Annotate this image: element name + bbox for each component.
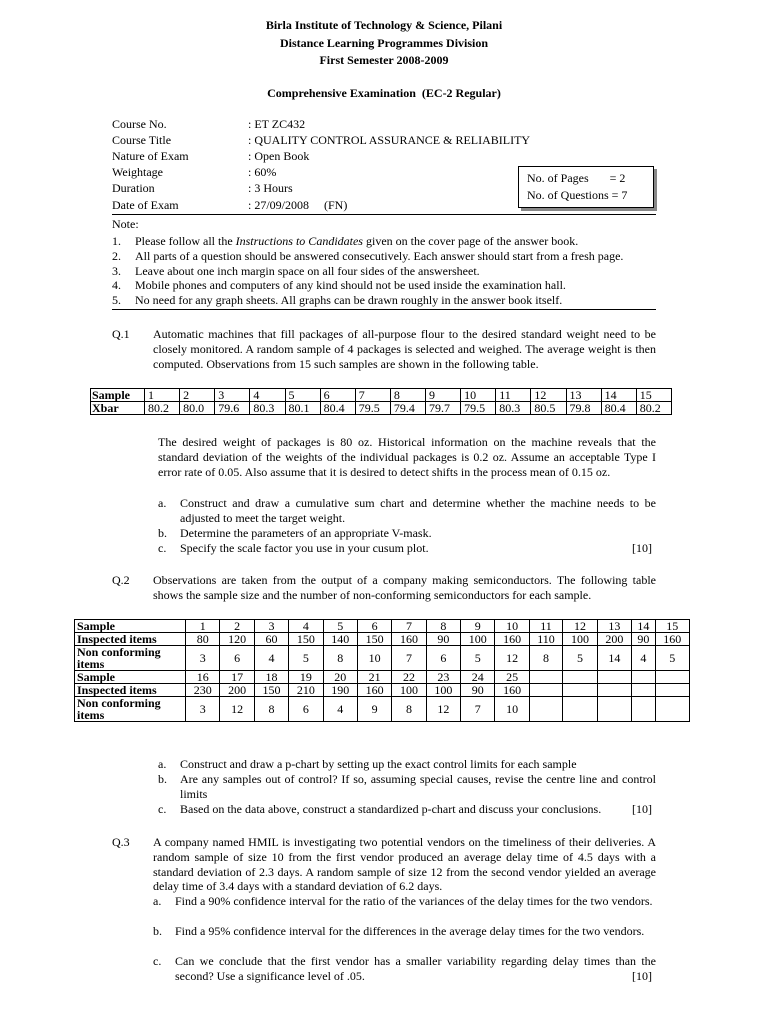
q2-cell: 3	[186, 646, 220, 671]
q2-cell: 8	[254, 697, 288, 722]
weightage-value: : 60%	[248, 165, 277, 179]
q2-cell: 7	[461, 697, 495, 722]
q2-inspected-header: Inspected items	[75, 684, 186, 697]
q2-cell: 150	[289, 633, 323, 646]
q1-sample-cell: 6	[320, 389, 355, 402]
q2-cell: 8	[323, 646, 357, 671]
q1-xbar-cell: 80.0	[180, 402, 215, 415]
q2-sample-header: Sample	[75, 620, 186, 633]
q2-cell: 110	[529, 633, 563, 646]
q2-sample-row	[75, 620, 690, 633]
note-num: 4.	[112, 278, 121, 292]
q2-cell: 7	[392, 620, 426, 633]
q1-xbar-cell: 79.5	[355, 402, 390, 415]
part-letter: b.	[158, 526, 167, 540]
q2-cell: 12	[220, 697, 254, 722]
q2-cell: 1	[186, 620, 220, 633]
q1-sample-cell: 9	[426, 389, 461, 402]
q2-inspected-row-2	[75, 684, 690, 697]
q2-cell	[655, 671, 689, 684]
q2-cell: 5	[655, 646, 689, 671]
duration-value: : 3 Hours	[248, 181, 293, 195]
q2-label: Q.2	[112, 573, 130, 587]
q2-sample-header: Sample	[75, 671, 186, 684]
q2-nonconf-header: Non conforming items	[75, 646, 186, 671]
q2-cell	[597, 684, 631, 697]
part-letter: c.	[153, 954, 162, 968]
q2-cell	[655, 684, 689, 697]
questions-count: No. of Questions = 7	[527, 188, 628, 202]
q2-sample-row-2	[75, 671, 690, 684]
part-text: Based on the data above, construct a standardized p-chart and discuss your conclusions.	[180, 802, 602, 816]
part-letter: b.	[158, 772, 167, 786]
q2-cell: 10	[495, 620, 529, 633]
part-text: Specify the scale factor you use in your cusum plot.	[180, 541, 429, 555]
q2-cell: 4	[289, 620, 323, 633]
q1-xbar-cell: 80.4	[320, 402, 355, 415]
note-text: Leave about one inch margin space on all four sides of the answersheet.	[135, 264, 480, 278]
note-num: 3.	[112, 264, 121, 278]
q2-cell: 7	[392, 646, 426, 671]
nature-label: Nature of Exam	[112, 149, 189, 163]
q1-xbar-cell: 79.6	[215, 402, 250, 415]
institute-name: Birla Institute of Technology & Science, Pilani	[265, 18, 503, 32]
q2-cell: 6	[220, 646, 254, 671]
q1-xbar-row	[91, 402, 672, 415]
note-num: 2.	[112, 249, 121, 263]
note-title: Note:	[112, 217, 139, 231]
divider-top	[112, 214, 656, 215]
q2-cell: 210	[289, 684, 323, 697]
q2-cell: 100	[461, 633, 495, 646]
note-text: Mobile phones and computers of any kind should not be used inside the examination hall.	[135, 278, 566, 292]
date-label: Date of Exam	[112, 198, 179, 212]
q2-marks: [10]	[632, 802, 652, 816]
q2-inspected-header: Inspected items	[75, 633, 186, 646]
q2-cell: 160	[655, 633, 689, 646]
q2-cell: 190	[323, 684, 357, 697]
q2-cell: 3	[186, 697, 220, 722]
q2-nonconf-row	[75, 646, 690, 671]
q2-cell: 24	[461, 671, 495, 684]
q2-cell	[563, 671, 597, 684]
part-letter: c.	[158, 541, 167, 555]
part-letter: b.	[153, 924, 162, 938]
q1-sample-cell: 13	[566, 389, 601, 402]
q2-cell: 17	[220, 671, 254, 684]
part-text: Determine the parameters of an appropriate V-mask.	[180, 526, 432, 540]
q2-intro: Observations are taken from the output of a company making semiconductors. The following table shows the sample size and the number of non-conforming semiconductors for each sample.	[153, 573, 656, 602]
q2-cell	[632, 697, 656, 722]
q2-nonconf-row-2	[75, 697, 690, 722]
part-text: Are any samples out of control? If so, assuming special causes, revise the centre line and control limits	[180, 772, 656, 801]
q1-description: The desired weight of packages is 80 oz. Historical information on the machine reveals that the standard deviation of the weights of the individual packages is 0.2 oz. Assume an acceptable Type I error rate of 0.05. Also assume that it is desired to detect shifts in the process mean of 0.15 oz.	[158, 435, 656, 479]
q1-sample-cell: 2	[180, 389, 215, 402]
q2-cell: 4	[323, 697, 357, 722]
q2-cell	[563, 697, 597, 722]
q2-cell: 12	[563, 620, 597, 633]
q2-cell	[529, 671, 563, 684]
q2-cell: 18	[254, 671, 288, 684]
q2-cell: 160	[495, 633, 529, 646]
q1-sample-cell: 10	[461, 389, 496, 402]
pages-count: No. of Pages = 2	[527, 171, 626, 185]
q2-cell: 5	[289, 646, 323, 671]
q1-xbar-cell: 79.7	[426, 402, 461, 415]
q2-cell: 12	[495, 646, 529, 671]
note-text: No need for any graph sheets. All graphs can be drawn roughly in the answer book itself.	[135, 293, 563, 307]
q3-label: Q.3	[112, 835, 130, 849]
q1-intro: Automatic machines that fill packages of all-purpose flour to the desired standard weight need to be closely monitored. A random sample of 4 packages is selected and weighed. The average weight is then computed. Observations from 15 such samples are shown in the following table.	[153, 327, 656, 371]
q2-cell	[655, 697, 689, 722]
q2-cell	[632, 684, 656, 697]
weightage-label: Weightage	[112, 165, 164, 179]
q1-xbar-header: Xbar	[91, 402, 145, 415]
q2-cell: 90	[461, 684, 495, 697]
exam-title: Comprehensive Examination (EC-2 Regular)	[267, 86, 501, 100]
q2-cell: 20	[323, 671, 357, 684]
q2-cell: 14	[632, 620, 656, 633]
q2-inspected-row	[75, 633, 690, 646]
course-no-value: : ET ZC432	[248, 117, 306, 131]
q2-cell: 100	[563, 633, 597, 646]
part-letter: a.	[158, 496, 167, 510]
q2-cell: 5	[323, 620, 357, 633]
q1-label: Q.1	[112, 327, 130, 341]
q2-cell: 8	[529, 646, 563, 671]
q1-xbar-cell: 79.4	[390, 402, 425, 415]
q2-cell: 22	[392, 671, 426, 684]
course-title-label: Course Title	[112, 133, 172, 147]
date-value: : 27/09/2008 (FN)	[248, 198, 348, 212]
q2-cell: 23	[426, 671, 460, 684]
q2-cell: 4	[254, 646, 288, 671]
q2-cell: 16	[186, 671, 220, 684]
q2-cell: 150	[254, 684, 288, 697]
q2-cell: 230	[186, 684, 220, 697]
note-text: All parts of a question should be answered consecutively. Each answer should start from a fresh page.	[135, 249, 624, 263]
note-text-pre: Please follow all the	[135, 234, 236, 248]
course-title-value: : QUALITY CONTROL ASSURANCE & RELIABILITY	[248, 133, 531, 147]
q2-cell: 21	[357, 671, 391, 684]
q2-cell: 10	[357, 646, 391, 671]
q2-cell: 9	[461, 620, 495, 633]
note-num: 5.	[112, 293, 121, 307]
q2-cell: 6	[357, 620, 391, 633]
q2-cell: 160	[392, 633, 426, 646]
q2-cell: 2	[220, 620, 254, 633]
q1-sample-cell: 4	[250, 389, 285, 402]
q2-cell: 15	[655, 620, 689, 633]
q1-xbar-cell: 79.5	[461, 402, 496, 415]
division-name: Distance Learning Programmes Division	[279, 36, 489, 50]
part-letter: a.	[153, 894, 162, 908]
q1-sample-cell: 12	[531, 389, 566, 402]
part-text: Can we conclude that the first vendor has a smaller variability regarding delay times than the second? Use a significance level of .05.	[175, 954, 656, 983]
part-letter: c.	[158, 802, 167, 816]
q2-cell: 13	[597, 620, 631, 633]
q2-cell: 200	[597, 633, 631, 646]
q2-cell: 5	[563, 646, 597, 671]
q2-cell: 90	[426, 633, 460, 646]
q2-cell: 120	[220, 633, 254, 646]
q1-sample-cell: 5	[285, 389, 320, 402]
q1-xbar-cell: 80.4	[601, 402, 636, 415]
q2-cell: 80	[186, 633, 220, 646]
q1-xbar-cell: 79.8	[566, 402, 601, 415]
q2-cell: 150	[357, 633, 391, 646]
semester: First Semester 2008-2009	[319, 53, 449, 67]
q1-sample-header: Sample	[91, 389, 145, 402]
q1-sample-row	[91, 389, 672, 402]
q1-xbar-cell: 80.5	[531, 402, 566, 415]
q2-cell: 160	[357, 684, 391, 697]
q1-table	[90, 388, 672, 415]
q1-sample-cell: 14	[601, 389, 636, 402]
q2-cell: 19	[289, 671, 323, 684]
q2-cell	[632, 671, 656, 684]
q2-cell: 140	[323, 633, 357, 646]
q2-cell: 10	[495, 697, 529, 722]
q2-cell: 25	[495, 671, 529, 684]
q3-intro: A company named HMIL is investigating two potential vendors on the timeliness of their deliveries. A random sample of size 10 from the first vendor produced an average delay time of 4.5 days with a standard deviation of 2.3 days. A random sample of size 12 from the second vendor yielded an average delay time of 3.4 days with a standard deviation of 6.2 days.	[153, 835, 656, 894]
q2-cell: 200	[220, 684, 254, 697]
part-text: Construct and draw a cumulative sum chart and determine whether the machine needs to be adjusted to meet the target weight.	[180, 496, 656, 525]
part-text: Construct and draw a p-chart by setting up the exact control limits for each sample	[180, 757, 577, 771]
q1-sample-cell: 15	[636, 389, 671, 402]
part-text: Find a 95% confidence interval for the differences in the average delay times for the two vendors.	[175, 924, 645, 938]
part-letter: a.	[158, 757, 167, 771]
q1-xbar-cell: 80.1	[285, 402, 320, 415]
q2-cell: 12	[426, 697, 460, 722]
pages-box	[518, 166, 654, 208]
course-no-label: Course No.	[112, 117, 167, 131]
q1-sample-cell: 7	[355, 389, 390, 402]
q1-xbar-cell: 80.2	[636, 402, 671, 415]
q1-xbar-cell: 80.2	[145, 402, 180, 415]
q2-table	[74, 619, 690, 722]
q2-cell: 5	[461, 646, 495, 671]
q2-cell: 9	[357, 697, 391, 722]
q2-nonconf-header: Non conforming items	[75, 697, 186, 722]
part-text: Find a 90% confidence interval for the ratio of the variances of the delay times for the two vendors.	[175, 894, 653, 908]
q2-cell	[529, 697, 563, 722]
q2-cell: 160	[495, 684, 529, 697]
q2-cell	[597, 697, 631, 722]
q2-cell: 8	[392, 697, 426, 722]
q2-cell: 100	[426, 684, 460, 697]
q2-cell: 3	[254, 620, 288, 633]
q1-xbar-cell: 80.3	[496, 402, 531, 415]
nature-value: : Open Book	[248, 149, 310, 163]
q2-cell: 100	[392, 684, 426, 697]
q2-cell	[529, 684, 563, 697]
q2-cell: 90	[632, 633, 656, 646]
note-text-post: given on the cover page of the answer book.	[362, 234, 579, 248]
note-num: 1.	[112, 234, 121, 248]
q2-cell: 6	[289, 697, 323, 722]
note-text-italic: Instructions to Candidates	[235, 234, 363, 248]
q2-cell: 14	[597, 646, 631, 671]
q1-marks: [10]	[632, 541, 652, 555]
duration-label: Duration	[112, 181, 155, 195]
q2-cell: 6	[426, 646, 460, 671]
q2-cell: 11	[529, 620, 563, 633]
q1-xbar-cell: 80.3	[250, 402, 285, 415]
divider-note	[112, 309, 656, 310]
q1-sample-cell: 1	[145, 389, 180, 402]
q2-cell: 8	[426, 620, 460, 633]
q2-cell: 60	[254, 633, 288, 646]
q2-cell: 4	[632, 646, 656, 671]
q2-cell	[597, 671, 631, 684]
q1-sample-cell: 8	[390, 389, 425, 402]
q2-cell	[563, 684, 597, 697]
q1-sample-cell: 11	[496, 389, 531, 402]
q3-marks: [10]	[632, 969, 652, 983]
q1-sample-cell: 3	[215, 389, 250, 402]
